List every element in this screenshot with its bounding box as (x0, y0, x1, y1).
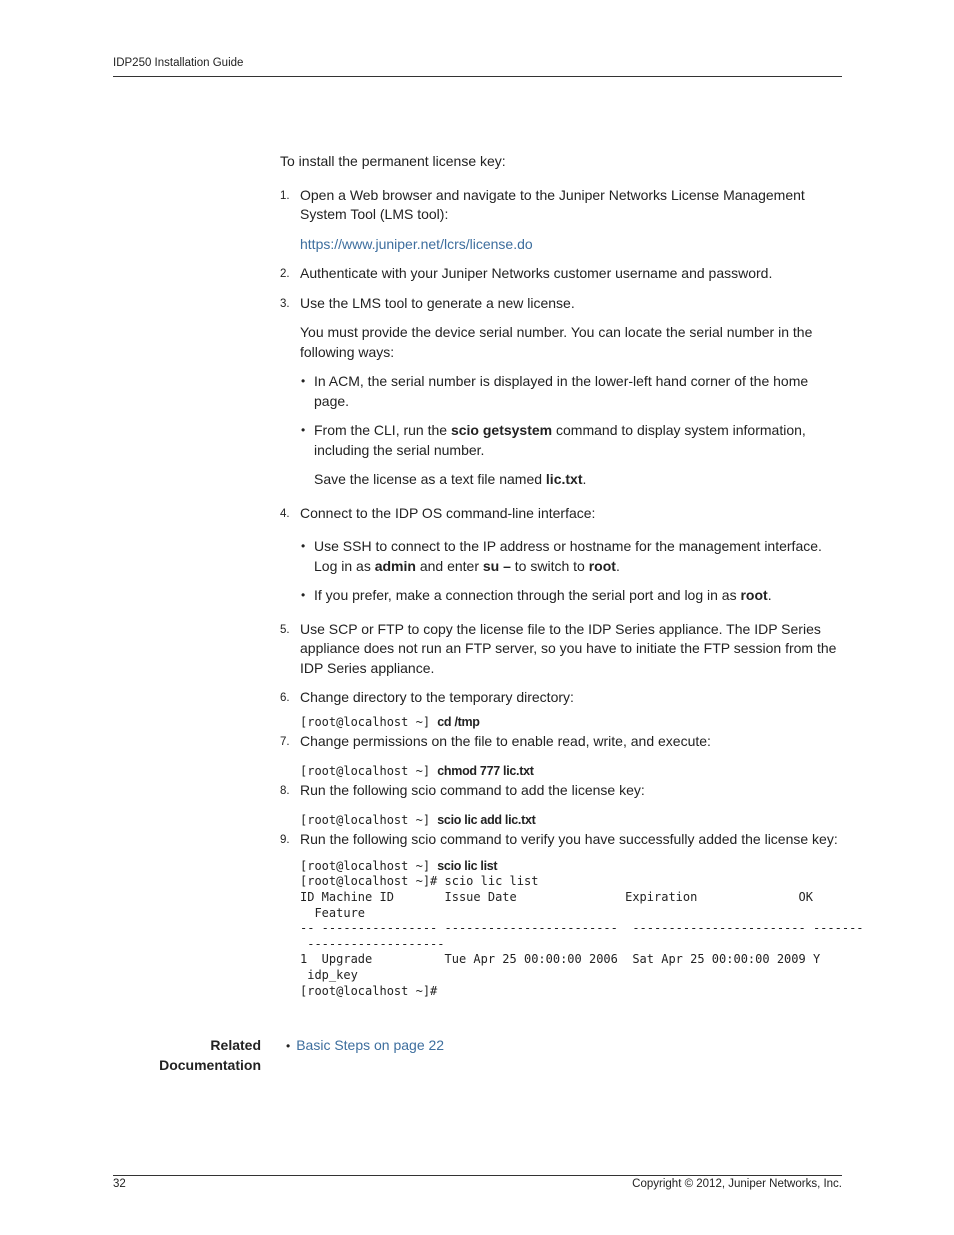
step-number: 5. (280, 623, 290, 636)
step-text: Run the following scio command to verify you have successfully added the license key: (300, 831, 838, 848)
step-5 (280, 620, 845, 679)
bullet-icon: • (301, 539, 306, 553)
step-2 (280, 264, 845, 284)
list-item: • From the CLI, run the scio getsystem command to display system information, including the serial number. Save the license as a text file named lic.txt. (300, 421, 845, 490)
command-line: [root@localhost ~] scio lic list (300, 858, 498, 873)
list-item: • In ACM, the serial number is displayed in the lower-left hand corner of the home page. (301, 373, 809, 409)
header-rule (113, 76, 842, 77)
list-item (286, 1035, 444, 1056)
step-number: 2. (280, 268, 290, 280)
step-3 (280, 294, 845, 490)
bullet-icon: • (286, 1039, 291, 1053)
step-text: Change permissions on the file to enable read, write, and execute: (300, 733, 711, 750)
page-number: 32 (113, 1178, 126, 1190)
related-documentation-label: Related Documentation (159, 1037, 261, 1073)
bullet-icon: • (301, 374, 306, 388)
serial-number-options (300, 372, 845, 490)
copyright-notice: Copyright © 2012, Juniper Networks, Inc. (632, 1178, 842, 1190)
step-8 (280, 781, 845, 828)
command: scio lic list (437, 858, 498, 873)
file-name: lic.txt (545, 471, 583, 487)
step-number: 7. (280, 736, 290, 749)
step-7 (280, 732, 845, 779)
step-6 (280, 688, 845, 730)
step-number: 1. (280, 189, 290, 202)
command-line: [root@localhost ~] scio lic add lic.txt (300, 812, 536, 827)
step-number: 9. (280, 834, 290, 847)
step-9 (280, 830, 864, 999)
step-paragraph: You must provide the device serial number. You can locate the serial number in the following ways: (300, 324, 813, 360)
step-text: Use the LMS tool to generate a new license. (300, 294, 575, 311)
lms-tool-link[interactable]: https://www.juniper.net/lcrs/license.do (300, 235, 533, 252)
command-name: scio getsystem (450, 422, 553, 438)
bullet-icon: • (301, 423, 306, 437)
command: cd /tmp (437, 714, 480, 729)
bullet-icon: • (301, 588, 306, 602)
footer-rule (113, 1175, 842, 1176)
procedure-body (280, 152, 864, 1001)
step-text: Connect to the IDP OS command-line interface: (300, 504, 596, 521)
step-number: 3. (280, 297, 290, 310)
command-line: [root@localhost ~] cd /tmp (300, 714, 480, 729)
related-documentation-list (286, 1035, 444, 1056)
step-1 (280, 186, 845, 255)
procedure-intro: To install the permanent license key: (280, 153, 506, 169)
procedure-steps (280, 186, 864, 1000)
command: chmod 777 lic.txt (437, 763, 534, 778)
command-line: [root@localhost ~] chmod 777 lic.txt (300, 763, 534, 778)
step-number: 4. (280, 507, 290, 520)
step-text: Authenticate with your Juniper Networks customer username and password. (300, 265, 773, 281)
save-note: Save the license as a text file named lic.txt. (314, 471, 587, 487)
list-item: • Use SSH to connect to the IP address or hostname for the management interface. Log in as admin and enter su – to switch to root. (301, 538, 822, 574)
running-header-title: IDP250 Installation Guide (113, 57, 244, 69)
step-4 (280, 504, 845, 606)
command-output: [root@localhost ~]# scio lic list ID Machine ID Issue Date Expiration OK Feature -- ---------------- ------------------------ ------------------------ ------- ------------------- 1 Upgrade Tue Apr 25 00:00:00 2006 Sat Apr 25 00:00:00 2009 Y idp_key [root@localhost ~]# (300, 874, 864, 998)
step-number: 8. (280, 785, 290, 798)
basic-steps-link[interactable]: Basic Steps on page 22 (296, 1037, 445, 1053)
step-number: 6. (280, 692, 290, 704)
step-text: Use SCP or FTP to copy the license file to the IDP Series appliance. The IDP Series appliance does not run an FTP server, so you have to initiate the FTP session from the IDP Series appliance. (300, 620, 837, 676)
step-text: Run the following scio command to add the license key: (300, 782, 645, 799)
list-item: • If you prefer, make a connection through the serial port and log in as root. (300, 586, 845, 606)
step-text: Open a Web browser and navigate to the Juniper Networks License Management System Tool (LMS tool): (300, 186, 805, 222)
command: scio lic add lic.txt (437, 812, 536, 827)
connection-options (300, 537, 845, 606)
step-text: Change directory to the temporary directory: (300, 689, 574, 705)
